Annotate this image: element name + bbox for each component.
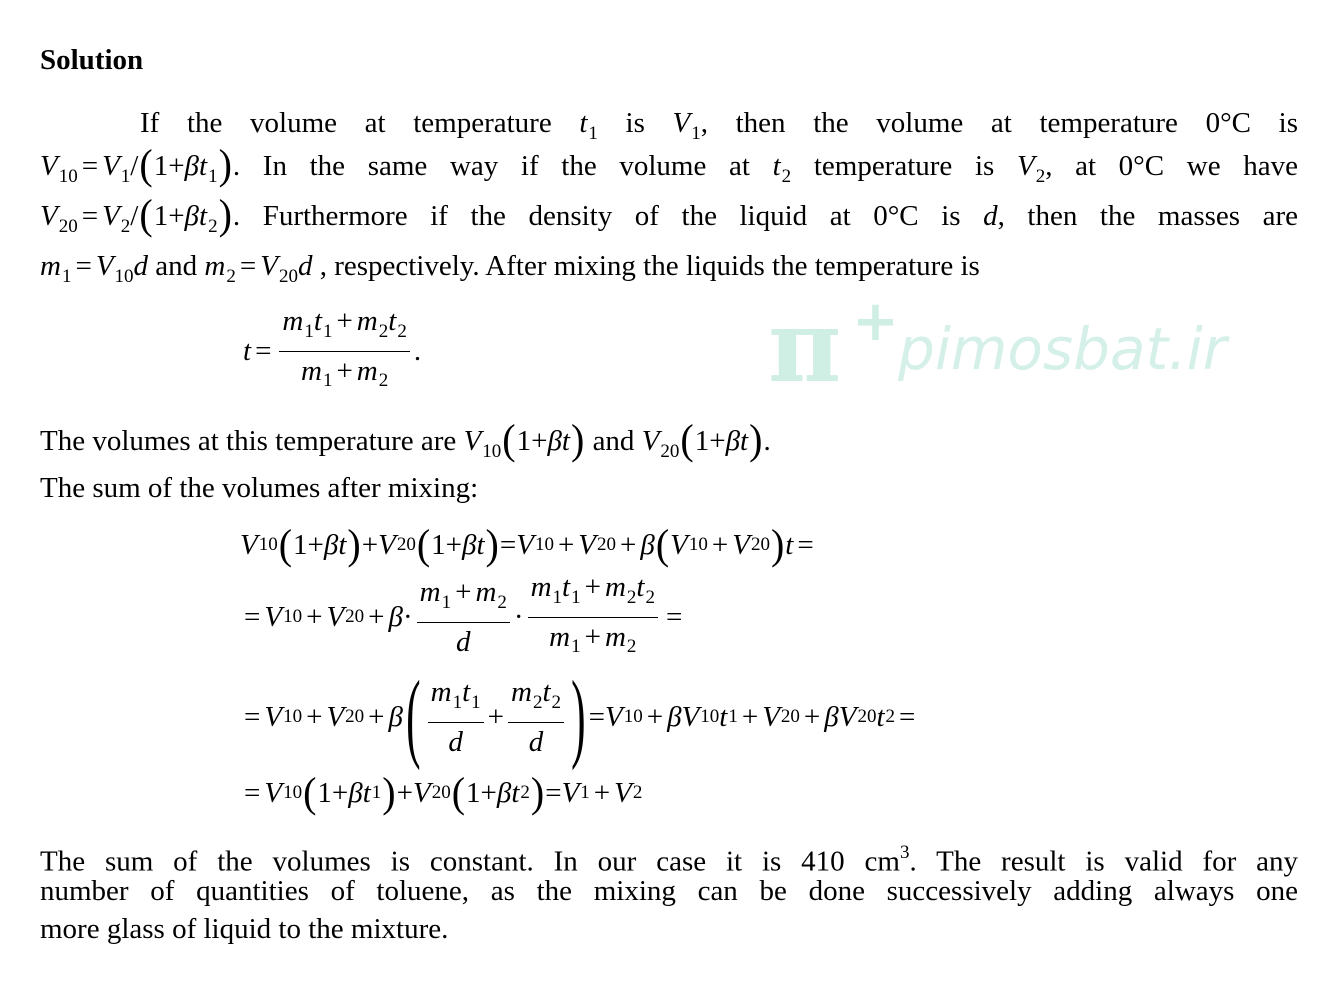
subscript: 2 [226, 265, 236, 287]
math-variable: t [740, 425, 749, 457]
subscript: 2 [208, 215, 218, 237]
paragraph-3-line-3 [40, 912, 448, 946]
subscript: 10 [623, 706, 643, 727]
math-variable: m [511, 676, 532, 709]
subscript: 20 [58, 215, 78, 237]
text-run: 1+ [153, 150, 185, 182]
text-run: = [545, 776, 562, 809]
subscript: 1 [571, 636, 581, 658]
math-variable: β [323, 528, 339, 561]
text-run: and [585, 425, 642, 457]
math-variable: β [388, 700, 403, 733]
fraction-denominator [526, 723, 547, 759]
subscript: 1 [441, 591, 452, 613]
math-operator: + [646, 700, 664, 733]
fraction-denominator [546, 618, 639, 665]
math-operator: + [741, 700, 759, 733]
fraction [428, 675, 484, 759]
watermark [760, 287, 1260, 405]
large-parenthesis: ) [571, 662, 586, 772]
subscript: 20 [431, 782, 451, 803]
math-variable: t [719, 700, 728, 733]
math-variable: t [462, 676, 471, 709]
fraction-denominator [298, 352, 391, 399]
paragraph-1-line-3 [40, 190, 1298, 244]
math-variable: V [95, 250, 114, 282]
math-variable: β [547, 425, 562, 457]
section-title: Solution [40, 44, 144, 76]
math-operator: = [244, 700, 261, 733]
text-run: . In the same way if the volume at [232, 150, 773, 182]
text-run: 1+ [317, 776, 349, 809]
math-variable: m [282, 304, 304, 337]
text-run: , then the volume at temperature 0°C is [700, 107, 1298, 139]
math-variable: V [681, 700, 700, 733]
text-run: + [487, 700, 504, 733]
subscript: 1 [208, 165, 218, 187]
subscript: 20 [345, 706, 365, 727]
text-run: temperature is [791, 150, 1017, 182]
parenthesis: ) [570, 415, 585, 464]
subscript: 20 [750, 534, 770, 555]
parenthesis: ( [680, 415, 694, 464]
math-variable: m [419, 576, 441, 609]
text-run: , then the masses are [997, 200, 1298, 232]
math-variable: β [184, 150, 199, 182]
math-variable: β [824, 700, 839, 733]
math-variable: V [561, 776, 580, 809]
text-run: · [513, 600, 524, 633]
math-variable: β [348, 776, 363, 809]
math-variable: d [448, 725, 463, 758]
subscript: 20 [660, 440, 680, 462]
subscript: 20 [278, 265, 298, 287]
math-variable: t [511, 776, 520, 809]
parenthesis: ( [416, 520, 431, 569]
math-variable: V [264, 776, 283, 809]
math-variable: β [640, 528, 655, 561]
subscript: 10 [482, 440, 502, 462]
subscript: 1 [322, 320, 333, 342]
superscript: 3 [900, 842, 910, 863]
math-variable: m [475, 576, 497, 609]
paragraph-1-line-4 [40, 249, 980, 294]
math-variable: d [133, 250, 149, 282]
math-variable: t [636, 570, 645, 603]
subscript: 1 [580, 782, 590, 803]
subscript: 10 [700, 706, 720, 727]
subscript: 1 [120, 165, 131, 187]
text-run: . [763, 425, 771, 457]
equation-step-3 [240, 662, 919, 772]
math-operator: = [797, 528, 814, 561]
text-run: 1+ [694, 425, 726, 457]
subscript: 2 [645, 586, 655, 608]
subscript: 10 [58, 165, 78, 187]
subscript: 1 [691, 122, 701, 144]
math-variable: V [264, 600, 283, 633]
math-operator: + [368, 600, 385, 633]
equation-step-4 [240, 768, 642, 818]
math-variable: d [456, 625, 471, 658]
math-variable: V [732, 528, 750, 561]
math-operator: + [803, 700, 821, 733]
fraction-numerator [417, 575, 510, 623]
math-variable: β [184, 200, 199, 232]
math-variable: t [199, 200, 208, 232]
text-run: , at 0°C we have [1045, 150, 1298, 182]
parenthesis: ( [139, 190, 153, 239]
math-operator: + [711, 528, 729, 561]
math-variable: t [476, 528, 485, 561]
parenthesis: ) [485, 520, 499, 569]
math-operator: = [239, 250, 257, 282]
fraction-denominator [453, 623, 474, 659]
math-variable: m [356, 354, 378, 387]
math-operator: + [336, 304, 353, 337]
text-run: . Furthermore if the density of the liquid at 0°C is [232, 200, 984, 232]
math-variable: V [326, 700, 345, 733]
parenthesis: ) [382, 768, 396, 817]
math-variable: V [672, 107, 691, 139]
parenthesis: ) [749, 415, 763, 464]
math-variable: t [561, 425, 570, 457]
paragraph-2-line-2 [40, 471, 478, 505]
subscript: 1 [552, 586, 563, 608]
math-variable: V [641, 425, 660, 457]
text-run: / [130, 150, 139, 182]
text-run: / [130, 200, 139, 232]
math-variable: m [40, 250, 61, 282]
parenthesis: ) [218, 140, 232, 189]
math-operator: + [584, 570, 601, 603]
text-run: The sum of the volumes after mixing: [40, 472, 479, 504]
subscript: 1 [322, 370, 333, 392]
subscript: 1 [452, 691, 463, 713]
subscript: 2 [397, 320, 407, 342]
watermark-text: pimosbat.ir [898, 315, 1227, 383]
subscript: 1 [304, 320, 314, 342]
math-operator: + [368, 700, 385, 733]
fraction [279, 304, 409, 398]
subscript: 10 [534, 534, 554, 555]
fraction-numerator [528, 570, 658, 618]
text-run: 1+ [153, 200, 185, 232]
math-variable: m [356, 304, 378, 337]
subscript: 1 [728, 706, 738, 727]
subscript: 1 [371, 782, 382, 803]
subscript: 1 [588, 122, 598, 144]
paragraph-3-line-1 [40, 836, 1298, 878]
math-operator: + [455, 576, 472, 609]
math-operator: + [336, 354, 353, 387]
math-variable: V [260, 250, 278, 282]
subscript: 20 [345, 606, 365, 627]
math-variable: V [40, 200, 58, 232]
paragraph-1-line-1 [140, 106, 1298, 151]
parenthesis: ( [655, 520, 670, 569]
text-run: number of quantities of toluene, as the mixing can be done successively adding always one [40, 875, 1298, 907]
math-operator: = [81, 150, 99, 182]
math-variable: t [562, 570, 571, 603]
math-variable: β [667, 700, 682, 733]
text-run: 1+ [293, 528, 324, 561]
math-operator: = [255, 334, 272, 367]
math-operator: + [584, 620, 601, 653]
subscript: 2 [1035, 165, 1046, 187]
parenthesis: ( [303, 768, 317, 817]
math-variable: V [1016, 150, 1035, 182]
text-run: , respectively. After mixing the liquids the temperature is [312, 250, 980, 282]
text-run: 1+ [431, 528, 463, 561]
subscript: 1 [61, 265, 72, 287]
fraction [528, 570, 658, 664]
fraction-numerator [508, 675, 564, 723]
subscript: 2 [626, 586, 637, 608]
math-variable: t [313, 304, 322, 337]
math-variable: m [604, 620, 626, 653]
math-variable: m [430, 676, 452, 709]
subscript: 10 [258, 534, 278, 555]
math-variable: t [785, 528, 794, 561]
math-operator: = [75, 250, 92, 282]
math-operator: = [665, 600, 683, 633]
math-operator: + [306, 700, 323, 733]
subscript: 2 [551, 691, 562, 713]
math-variable: t [772, 150, 781, 182]
math-variable: d [983, 200, 998, 232]
math-variable: V [762, 700, 780, 733]
subscript: 20 [597, 534, 617, 555]
subscript: 2 [120, 215, 131, 237]
subscript: 20 [396, 534, 416, 555]
math-variable: t [876, 700, 885, 733]
fraction [508, 675, 564, 759]
math-variable: t [362, 776, 371, 809]
text-run: + [361, 528, 379, 561]
large-parenthesis: ( [406, 662, 421, 772]
watermark-plus-icon: + [852, 289, 899, 354]
text-run: The volumes at this temperature are [40, 425, 464, 457]
text-run: · [402, 600, 413, 633]
fraction-denominator [445, 723, 466, 759]
subscript: 20 [780, 706, 800, 727]
math-variable: m [204, 250, 226, 282]
subscript: 1 [471, 691, 481, 713]
subscript: 2 [520, 782, 530, 803]
math-variable: V [838, 700, 857, 733]
math-operator: + [557, 528, 575, 561]
math-variable: V [463, 425, 482, 457]
subscript: 2 [532, 691, 543, 713]
parenthesis: ( [278, 520, 293, 569]
parenthesis: ( [139, 140, 153, 189]
text-run: . [413, 334, 422, 367]
subscript: 2 [378, 370, 389, 392]
subscript: 10 [114, 265, 134, 287]
math-variable: m [604, 570, 626, 603]
math-operator: = [899, 700, 916, 733]
math-variable: β [725, 425, 741, 457]
math-variable: t [579, 107, 588, 139]
text-run: = [588, 700, 606, 733]
fraction [417, 575, 510, 659]
text-run: The sum of the volumes is constant. In our case it is 410 cm [40, 845, 900, 878]
math-operator: + [306, 600, 323, 633]
math-variable: d [528, 725, 544, 758]
subscript: 2 [497, 591, 507, 613]
math-variable: V [326, 600, 345, 633]
subscript: 1 [571, 586, 581, 608]
parenthesis: ( [451, 768, 466, 817]
subscript: 2 [378, 320, 389, 342]
math-variable: V [412, 776, 431, 809]
equation-step-2 [240, 570, 686, 658]
text-run: If the volume at temperature [140, 107, 580, 139]
math-variable: t [542, 676, 551, 709]
math-variable: V [516, 528, 534, 561]
math-variable: d [297, 250, 313, 282]
math-variable: t [199, 150, 208, 182]
math-operator: + [593, 776, 611, 809]
text-run: more glass of liquid to the mixture. [40, 913, 449, 945]
text-run: . The result is valid for any [909, 845, 1299, 878]
math-variable: V [102, 150, 120, 182]
math-variable: V [578, 528, 597, 561]
math-operator: = [244, 776, 261, 809]
fraction-numerator [428, 675, 484, 723]
math-operator: = [244, 600, 261, 633]
subscript: 10 [688, 534, 708, 555]
paragraph-3-line-2 [40, 874, 1298, 908]
math-variable: V [605, 700, 623, 733]
subscript: 10 [283, 606, 303, 627]
text-run: and [148, 250, 205, 282]
parenthesis: ) [347, 520, 361, 569]
math-variable: V [40, 150, 58, 182]
math-variable: β [388, 600, 403, 633]
equation-mixing-temperature [243, 306, 421, 396]
subscript: 2 [626, 636, 637, 658]
math-variable: V [102, 200, 120, 232]
math-variable: m [549, 620, 571, 653]
math-operator: + [620, 528, 637, 561]
paragraph-2-line-1 [40, 415, 771, 469]
math-variable: m [530, 570, 552, 603]
math-variable: V [240, 528, 258, 561]
paragraph-1-line-2 [40, 140, 1298, 194]
math-variable: V [378, 528, 396, 561]
subscript: 2 [885, 706, 896, 727]
subscript: 10 [283, 782, 303, 803]
parenthesis: ) [530, 768, 545, 817]
text-run: is [597, 107, 673, 139]
math-variable: V [264, 700, 283, 733]
text-run: 1+ [516, 425, 548, 457]
subscript: 10 [283, 706, 303, 727]
parenthesis: ) [770, 520, 785, 569]
math-variable: β [462, 528, 477, 561]
subscript: 2 [632, 782, 643, 803]
subscript: 2 [781, 165, 792, 187]
text-run: 1+ [466, 776, 497, 809]
watermark-pi-logo: π [768, 287, 842, 405]
math-variable: V [614, 776, 632, 809]
math-variable: t [338, 528, 347, 561]
math-variable: t [243, 334, 252, 367]
text-run: + [396, 776, 413, 809]
math-variable: V [670, 528, 688, 561]
parenthesis: ( [502, 415, 516, 464]
parenthesis: ) [218, 190, 232, 239]
subscript: 20 [857, 706, 877, 727]
math-operator: = [81, 200, 99, 232]
math-variable: m [300, 354, 322, 387]
math-variable: β [496, 776, 512, 809]
text-run: = [499, 528, 517, 561]
fraction-numerator [279, 304, 409, 352]
math-variable: t [388, 304, 397, 337]
